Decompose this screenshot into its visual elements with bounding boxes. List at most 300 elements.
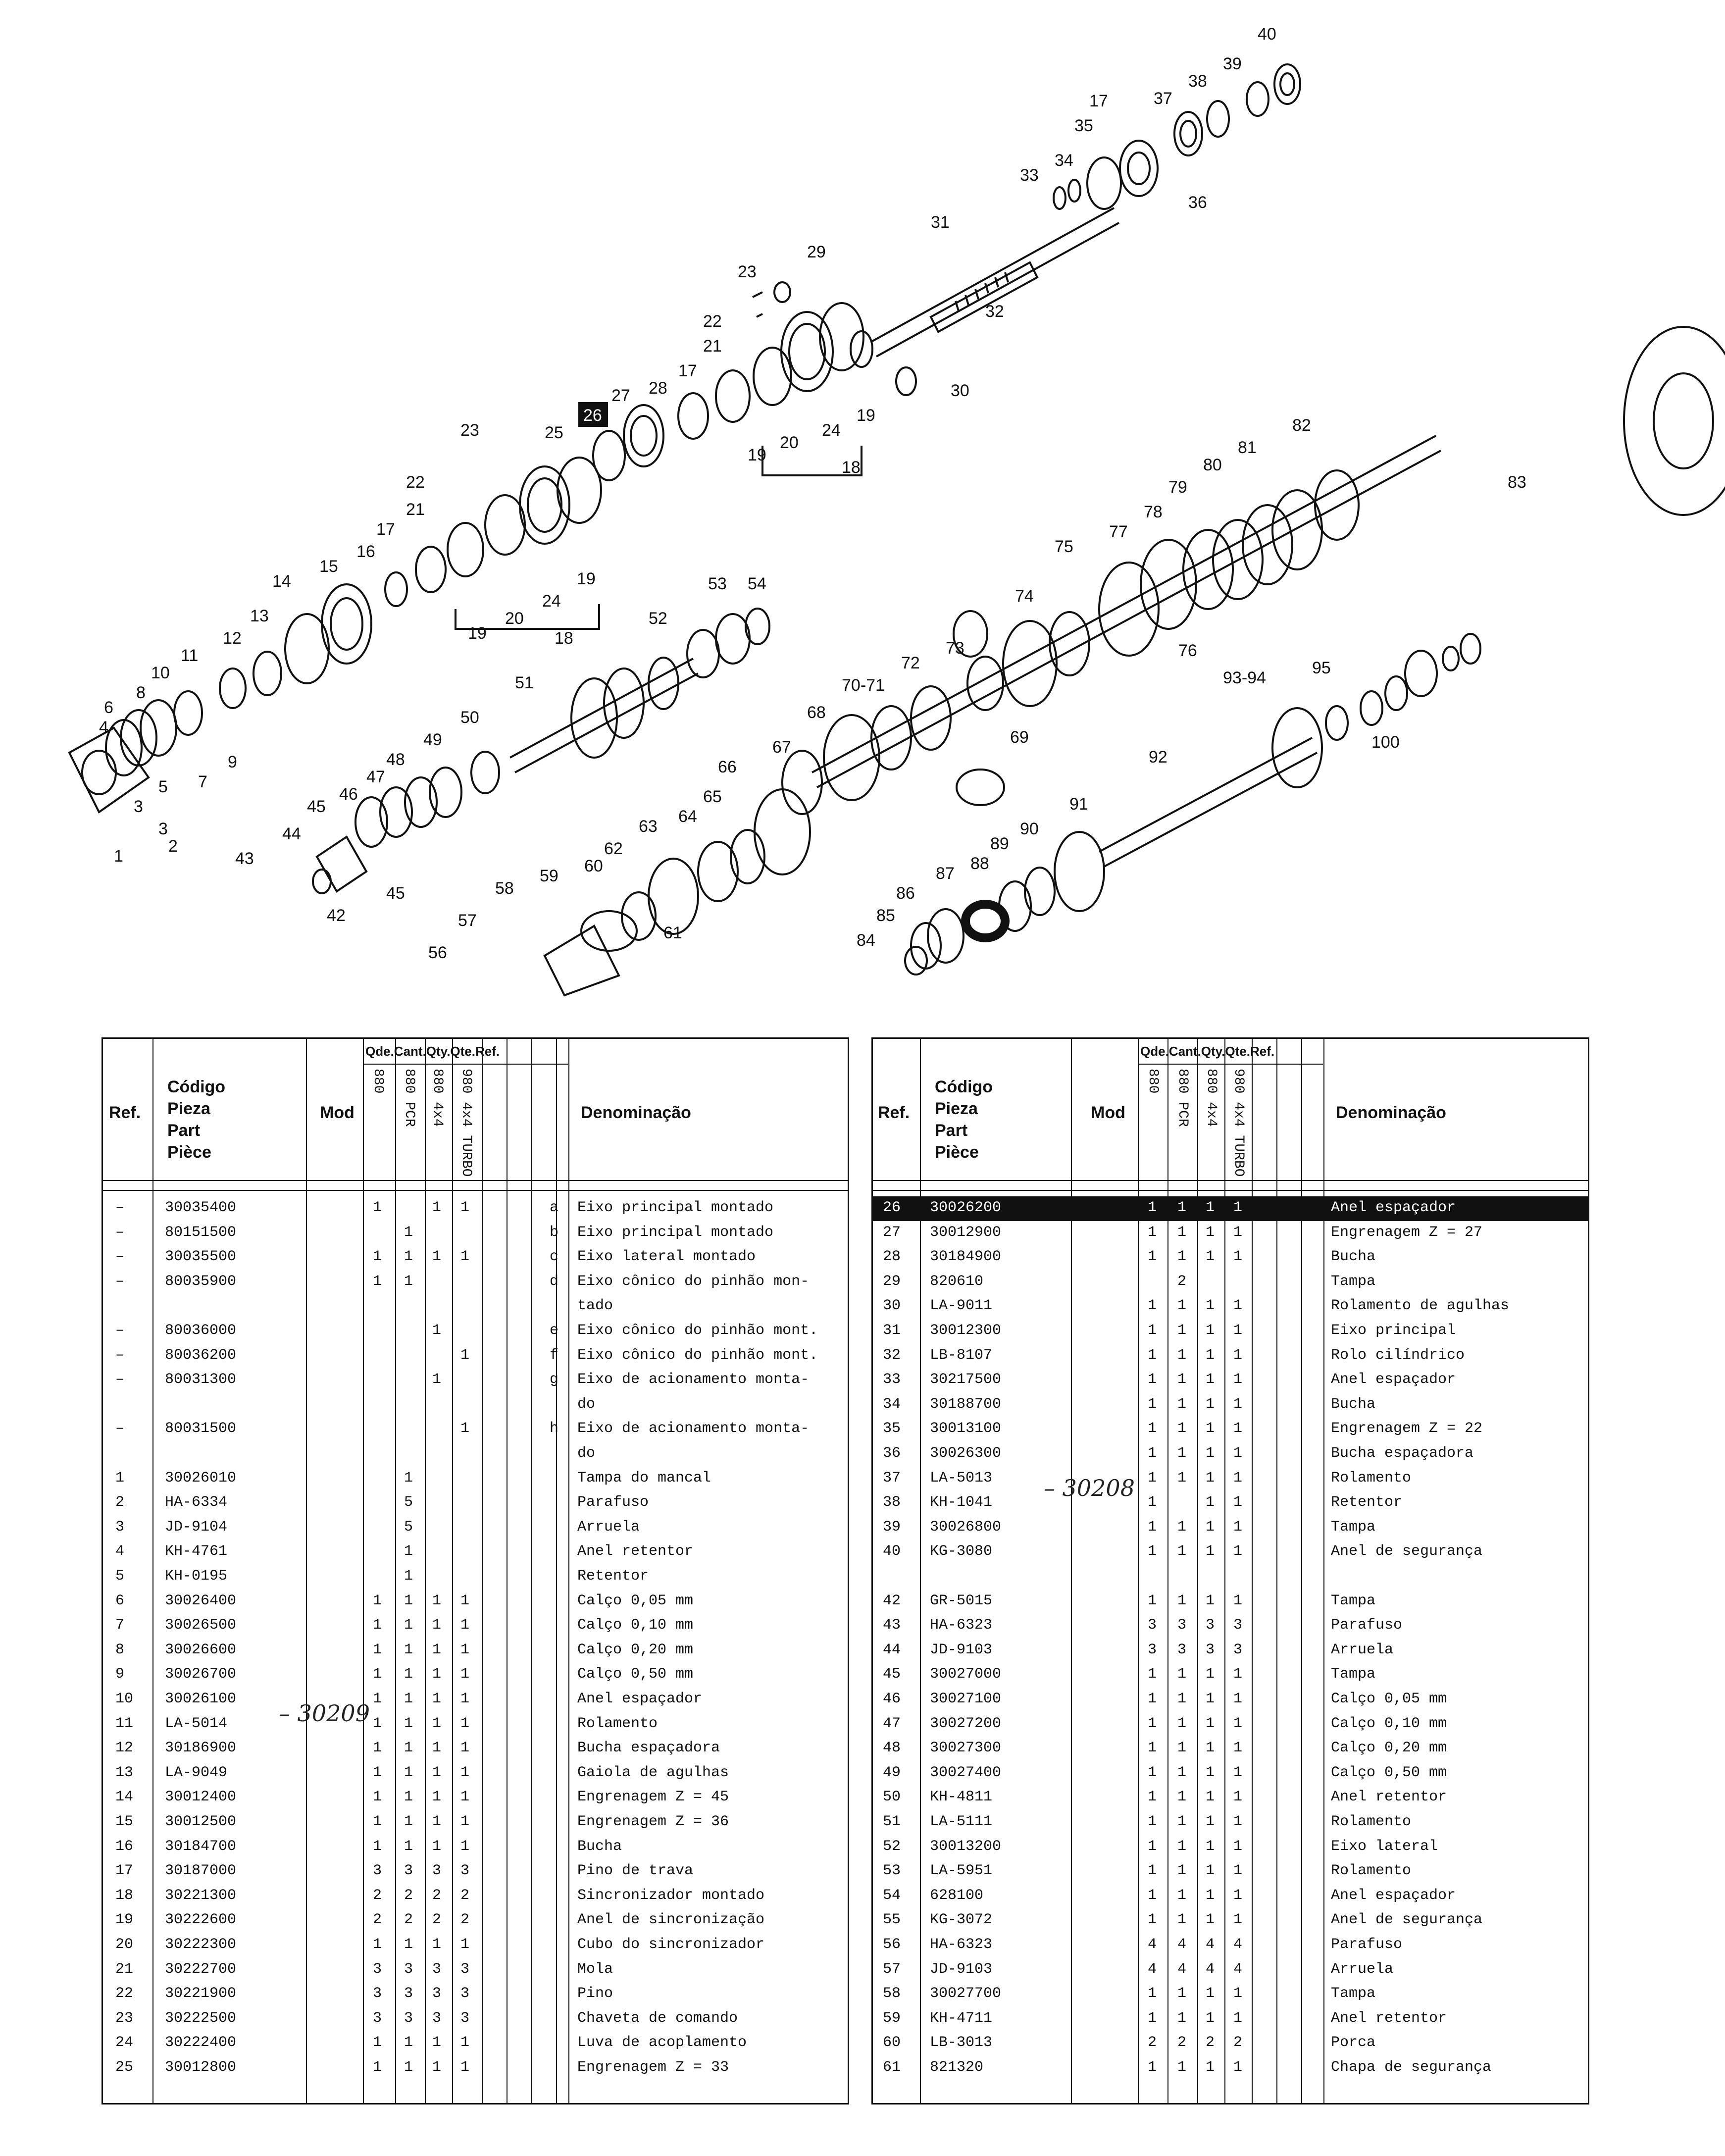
row-qty: 3 <box>404 1960 413 1978</box>
row-qty: 1 <box>1177 1297 1187 1315</box>
row-desc: Calço 0,05 mm <box>577 1592 694 1609</box>
callout-9: 9 <box>228 753 237 771</box>
row-qty: 1 <box>1206 1985 1215 2002</box>
row-code: JD-9104 <box>165 1518 228 1536</box>
row-qty: 1 <box>404 1469 413 1487</box>
row-qty: 1 <box>1148 1445 1157 1462</box>
row-qty: 1 <box>373 2059 382 2076</box>
row-desc: Rolamento <box>1331 1813 1412 1830</box>
row-qty: 1 <box>460 1617 470 1634</box>
row-letter: c <box>550 1248 559 1266</box>
row-qty: 4 <box>1177 1936 1187 1953</box>
row-code: KG-3072 <box>930 1911 993 1929</box>
row-qty: 1 <box>1177 1445 1187 1462</box>
callout-5: 5 <box>158 777 168 796</box>
row-qty: 1 <box>1177 1592 1187 1609</box>
row-qty: 1 <box>404 1715 413 1732</box>
header-denominacao: Denominação <box>581 1103 691 1122</box>
row-ref: 24 <box>115 2034 134 2052</box>
row-qty: 1 <box>373 1199 382 1216</box>
row-qty: 2 <box>1148 2034 1157 2052</box>
row-qty: 1 <box>1233 1224 1243 1241</box>
row-letter: a <box>550 1199 559 1216</box>
row-qty: 1 <box>1148 1248 1157 1266</box>
row-letter: e <box>550 1322 559 1339</box>
callout-20-top: 20 <box>780 433 799 452</box>
callout-57: 57 <box>458 911 477 930</box>
callout-84: 84 <box>857 931 875 950</box>
callout-26: 26 <box>583 406 602 425</box>
row-qty: 1 <box>1206 1420 1215 1437</box>
row-qty: 1 <box>373 1838 382 1855</box>
row-letter: b <box>550 1224 559 1241</box>
row-qty: 1 <box>460 1838 470 1855</box>
row-qty: 1 <box>1177 1715 1187 1732</box>
row-qty: 1 <box>1206 1322 1215 1339</box>
row-qty: 1 <box>460 1715 470 1732</box>
row-desc: Eixo principal montado <box>577 1199 774 1216</box>
row-code: 628100 <box>930 1887 984 1904</box>
callout-82: 82 <box>1292 416 1311 435</box>
row-qty: 1 <box>432 1764 442 1781</box>
row-qty: 1 <box>373 1592 382 1609</box>
row-qty: 1 <box>1148 1740 1157 1757</box>
row-qty: 2 <box>460 1887 470 1904</box>
row-desc: Anel espaçador <box>1331 1371 1456 1388</box>
table-row <box>103 2031 848 2056</box>
row-qty: 1 <box>1148 1691 1157 1707</box>
row-qty: 1 <box>1233 1666 1243 1683</box>
row-desc: Anel de sincronização <box>577 1911 765 1929</box>
row-qty: 1 <box>1177 2009 1187 2027</box>
handwritten-note-right: – 30208 <box>1044 1475 1135 1501</box>
row-qty: 1 <box>1233 1297 1243 1315</box>
row-qty: 3 <box>373 1960 382 1978</box>
row-qty: 1 <box>1148 1322 1157 1339</box>
row-qty: 3 <box>460 1960 470 1978</box>
callout-3: 3 <box>134 797 143 816</box>
row-ref: 37 <box>883 1469 901 1487</box>
row-qty: 1 <box>1206 1518 1215 1536</box>
row-qty: 1 <box>373 1248 382 1266</box>
callout-80: 80 <box>1203 456 1222 474</box>
row-ref: 43 <box>883 1617 901 1634</box>
row-code: 30221300 <box>165 1887 237 1904</box>
row-qty: 1 <box>404 2059 413 2076</box>
row-qty: 1 <box>1206 1691 1215 1707</box>
row-ref: 9 <box>115 1666 125 1683</box>
row-qty: 1 <box>432 1813 442 1830</box>
row-qty: 3 <box>404 1862 413 1880</box>
row-qty: 1 <box>1233 1346 1243 1364</box>
row-qty: 1 <box>1177 1224 1187 1241</box>
row-qty: 1 <box>1148 1469 1157 1487</box>
row-ref: 52 <box>883 1838 901 1855</box>
callout-54: 53 <box>708 574 727 593</box>
table-row <box>103 1344 848 1369</box>
row-letter: d <box>550 1273 559 1290</box>
exploded-view-diagram <box>0 0 1725 1010</box>
table-row <box>873 1786 1588 1810</box>
row-code: 30012500 <box>165 1813 237 1830</box>
row-qty: 1 <box>1233 1887 1243 1904</box>
row-qty: 1 <box>1177 1322 1187 1339</box>
row-code: 30026500 <box>165 1617 237 1634</box>
callout-22: 22 <box>406 473 425 492</box>
table-row <box>873 1491 1588 1516</box>
row-qty: 1 <box>1206 1395 1215 1413</box>
row-code: JD-9103 <box>930 1641 993 1658</box>
row-desc: Bucha espaçadora <box>577 1740 720 1757</box>
row-ref: – <box>115 1371 125 1388</box>
callout-2: 2 <box>168 837 178 856</box>
row-code: 80036000 <box>165 1322 237 1339</box>
parts-table-right <box>871 1037 1589 2105</box>
callout-42: 42 <box>327 906 346 925</box>
callout-18-top: 18 <box>842 458 861 477</box>
callout-92: 92 <box>1149 748 1167 767</box>
row-ref: 40 <box>883 1543 901 1560</box>
row-qty: 1 <box>1233 1911 1243 1929</box>
row-qty: 1 <box>1177 1764 1187 1781</box>
row-qty: 1 <box>1177 1789 1187 1806</box>
row-ref: 5 <box>115 1568 125 1585</box>
row-qty: 1 <box>404 1224 413 1241</box>
row-qty: 1 <box>404 1838 413 1855</box>
row-desc: Anel espaçador <box>1331 1887 1456 1904</box>
callout-21-top: 21 <box>703 337 722 356</box>
row-qty: 1 <box>1177 1666 1187 1683</box>
row-ref: 35 <box>883 1420 901 1437</box>
row-qty: 1 <box>1177 1469 1187 1487</box>
row-ref: 26 <box>883 1199 901 1216</box>
row-desc: Calço 0,20 mm <box>577 1641 694 1658</box>
row-qty: 1 <box>432 1371 442 1388</box>
row-ref: 11 <box>115 1715 134 1732</box>
row-code: 30026010 <box>165 1469 237 1487</box>
row-qty: 1 <box>1206 1715 1215 1732</box>
row-desc: Engrenagem Z = 36 <box>577 1813 729 1830</box>
row-desc: Eixo lateral <box>1331 1838 1438 1855</box>
row-code: 30035400 <box>165 1199 237 1216</box>
row-qty: 1 <box>1233 1740 1243 1757</box>
row-qty: 1 <box>1233 1764 1243 1781</box>
row-ref: – <box>115 1420 125 1437</box>
row-qty: 1 <box>460 2059 470 2076</box>
row-ref: 39 <box>883 1518 901 1536</box>
row-ref: 10 <box>115 1691 134 1707</box>
row-desc: Pino <box>577 1985 613 2002</box>
row-qty: 3 <box>460 2009 470 2027</box>
callout-25: 25 <box>545 423 563 442</box>
table-row <box>103 1688 848 1712</box>
callout-96: 100 <box>1371 733 1400 752</box>
row-code: 30221900 <box>165 1985 237 2002</box>
row-qty: 1 <box>432 1666 442 1683</box>
table-row <box>103 1442 848 1467</box>
row-code: LA-5014 <box>165 1715 228 1732</box>
row-qty: 2 <box>1233 2034 1243 2052</box>
row-ref: – <box>115 1346 125 1364</box>
row-code: LB-3013 <box>930 2034 993 2052</box>
row-code: HA-6334 <box>165 1494 228 1511</box>
row-qty: 1 <box>1148 1985 1157 2002</box>
row-ref: 48 <box>883 1740 901 1757</box>
row-qty: 2 <box>404 1887 413 1904</box>
row-ref: 4 <box>115 1543 125 1560</box>
row-ref: 25 <box>115 2059 134 2076</box>
row-code: 820610 <box>930 1273 984 1290</box>
row-qty: 1 <box>404 1617 413 1634</box>
row-ref: 8 <box>115 1641 125 1658</box>
row-letter: h <box>550 1420 559 1437</box>
row-qty: 1 <box>1148 1420 1157 1437</box>
table-row <box>103 1761 848 1786</box>
row-desc: Engrenagem Z = 45 <box>577 1789 729 1806</box>
row-qty: 3 <box>432 1960 442 1978</box>
row-qty: 1 <box>1233 1469 1243 1487</box>
row-code: 30013100 <box>930 1420 1002 1437</box>
callout-89: 89 <box>990 834 1009 853</box>
row-qty: 1 <box>373 1740 382 1757</box>
table-row <box>873 1835 1588 1860</box>
row-desc: Cubo do sincronizador <box>577 1936 765 1953</box>
callout-79: 79 <box>1168 478 1187 497</box>
row-desc: Eixo cônico do pinhão mon- <box>577 1273 810 1290</box>
sync-assembly-lower <box>69 458 601 812</box>
row-desc: Eixo cônico do pinhão mont. <box>577 1346 818 1364</box>
row-qty: 1 <box>1233 1248 1243 1266</box>
row-desc: Bucha <box>1331 1395 1376 1413</box>
callout-55: 54 <box>748 574 766 593</box>
table-row <box>103 1835 848 1860</box>
row-qty: 1 <box>404 1691 413 1707</box>
row-desc: Chapa de segurança <box>1331 2059 1492 2076</box>
callout-45: 45 <box>386 884 405 903</box>
row-qty: 1 <box>460 1641 470 1658</box>
row-qty: 1 <box>1206 1494 1215 1511</box>
row-desc: Calço 0,10 mm <box>577 1617 694 1634</box>
row-ref: 44 <box>883 1641 901 1658</box>
row-qty: 1 <box>432 1740 442 1757</box>
row-qty: 3 <box>1148 1617 1157 1634</box>
row-code: 30027200 <box>930 1715 1002 1732</box>
row-qty: 1 <box>1177 1887 1187 1904</box>
row-qty: 1 <box>460 1789 470 1806</box>
row-qty: 1 <box>1148 1592 1157 1609</box>
callout-48: 47 <box>366 768 385 786</box>
row-desc: Rolamento <box>577 1715 658 1732</box>
row-desc: Arruela <box>1331 1960 1394 1978</box>
callout-46: 45 <box>307 797 326 816</box>
row-desc: Bucha <box>577 1838 622 1855</box>
row-code: 80031300 <box>165 1371 237 1388</box>
row-ref: 51 <box>883 1813 901 1830</box>
row-ref: 2 <box>115 1494 125 1511</box>
row-desc: Sincronizador montado <box>577 1887 765 1904</box>
row-ref: 54 <box>883 1887 901 1904</box>
row-ref: 16 <box>115 1838 134 1855</box>
row-desc: Rolamento <box>1331 1862 1412 1880</box>
row-qty: 1 <box>373 1273 382 1290</box>
row-qty: 1 <box>1233 1592 1243 1609</box>
table-row <box>873 1810 1588 1835</box>
row-qty: 1 <box>1177 1248 1187 1266</box>
table-row <box>103 1933 848 1958</box>
row-qty: 4 <box>1206 1960 1215 1978</box>
table-row <box>103 1270 848 1295</box>
row-code: 30027700 <box>930 1985 1002 2002</box>
callout-38: 38 <box>1188 72 1207 91</box>
row-qty: 1 <box>432 1789 442 1806</box>
row-qty: 4 <box>1148 1960 1157 1978</box>
row-qty: 1 <box>404 1740 413 1757</box>
callout-30: 30 <box>951 381 969 400</box>
row-code: LA-9011 <box>930 1297 993 1315</box>
row-qty: 1 <box>373 1666 382 1683</box>
row-ref: 57 <box>883 1960 901 1978</box>
callout-27: 27 <box>611 386 630 405</box>
row-qty: 1 <box>1206 1592 1215 1609</box>
row-desc: Eixo principal <box>1331 1322 1456 1339</box>
row-qty: 1 <box>1233 1445 1243 1462</box>
row-qty: 1 <box>460 1346 470 1364</box>
row-qty: 1 <box>404 1789 413 1806</box>
row-ref: 46 <box>883 1691 901 1707</box>
row-qty: 1 <box>432 1617 442 1634</box>
row-desc: Porca <box>1331 2034 1376 2052</box>
row-desc: Gaiola de agulhas <box>577 1764 729 1781</box>
callout-19: 19 <box>577 569 596 588</box>
table-row <box>103 1565 848 1590</box>
row-ref: 12 <box>115 1740 134 1757</box>
callout-23: 23 <box>460 421 479 440</box>
row-qty: 1 <box>432 1199 442 1216</box>
row-desc: Anel espaçador <box>577 1691 703 1707</box>
row-desc: Anel retentor <box>1331 1789 1447 1806</box>
row-qty: 1 <box>1233 1715 1243 1732</box>
row-qty: 1 <box>1177 1346 1187 1364</box>
row-qty: 1 <box>404 1248 413 1266</box>
table-row <box>103 1540 848 1565</box>
row-qty: 1 <box>1206 1666 1215 1683</box>
row-qty: 2 <box>373 1911 382 1929</box>
table-row <box>103 1712 848 1737</box>
callout-49: 48 <box>386 750 405 769</box>
callout-44: 44 <box>282 824 301 843</box>
row-desc: Anel espaçador <box>1331 1199 1456 1216</box>
row-code: LB-8107 <box>930 1346 993 1364</box>
callout-64: 64 <box>678 807 697 826</box>
row-qty: 4 <box>1148 1936 1157 1953</box>
table-row <box>873 2031 1588 2056</box>
callout-95: 95 <box>1312 659 1331 677</box>
row-qty: 1 <box>373 1617 382 1634</box>
row-ref: 15 <box>115 1813 134 1830</box>
row-qty: 3 <box>373 1985 382 2002</box>
callout-59: 59 <box>540 867 558 885</box>
row-ref: 32 <box>883 1346 901 1364</box>
row-qty: 3 <box>1206 1617 1215 1634</box>
callout-90: 90 <box>1020 820 1039 838</box>
row-qty: 2 <box>460 1911 470 1929</box>
row-qty: 1 <box>1177 1199 1187 1216</box>
callout-93-94: 93-94 <box>1223 668 1266 687</box>
row-ref: 61 <box>883 2059 901 2076</box>
row-code: 30186900 <box>165 1740 237 1757</box>
callout-67: 67 <box>772 738 791 757</box>
row-code: LA-5013 <box>930 1469 993 1487</box>
row-ref: – <box>115 1224 125 1241</box>
row-code: KG-3080 <box>930 1543 993 1560</box>
row-qty: 1 <box>404 1273 413 1290</box>
callout-20: 20 <box>505 609 524 628</box>
row-ref: 55 <box>883 1911 901 1929</box>
callout-34: 34 <box>1055 151 1073 170</box>
row-code: GR-5015 <box>930 1592 993 1609</box>
row-qty: 1 <box>1177 1543 1187 1560</box>
callout-16: 16 <box>356 542 375 561</box>
table-row <box>103 1737 848 1761</box>
callout-72: 72 <box>901 654 920 672</box>
row-code: 30012400 <box>165 1789 237 1806</box>
row-qty: 3 <box>460 1862 470 1880</box>
row-ref: 36 <box>883 1445 901 1462</box>
callout-22-top: 22 <box>703 312 722 331</box>
callout-8: 8 <box>136 683 146 702</box>
row-code: KH-4711 <box>930 2009 993 2027</box>
callout-14: 14 <box>272 572 291 591</box>
row-code: LA-9049 <box>165 1764 228 1781</box>
callout-17: 17 <box>376 520 395 539</box>
table-row <box>873 1884 1588 1909</box>
row-code: 30035500 <box>165 1248 237 1266</box>
row-desc: Anel de segurança <box>1331 1911 1483 1929</box>
callout-91: 91 <box>1069 795 1088 814</box>
callout-35: 35 <box>1074 116 1093 135</box>
callout-17-top: 17 <box>1089 92 1108 110</box>
row-qty: 1 <box>1148 1543 1157 1560</box>
callout-37: 37 <box>1154 89 1172 108</box>
row-qty: 1 <box>1233 1494 1243 1511</box>
row-qty: 1 <box>373 1715 382 1732</box>
row-code: 30222400 <box>165 2034 237 2052</box>
row-desc: Calço 0,50 mm <box>577 1666 694 1683</box>
callout-87: 87 <box>936 864 955 883</box>
row-code: HA-6323 <box>930 1936 993 1953</box>
table-row <box>873 2007 1588 2032</box>
row-desc: Eixo lateral montado <box>577 1248 756 1266</box>
table-row <box>873 1565 1588 1590</box>
row-code: 30027000 <box>930 1666 1002 1683</box>
table-row <box>873 1614 1588 1639</box>
row-qty: 1 <box>404 1813 413 1830</box>
row-qty: 3 <box>404 1985 413 2002</box>
row-qty: 1 <box>1148 1297 1157 1315</box>
table-row <box>873 1516 1588 1540</box>
row-qty: 1 <box>460 2034 470 2052</box>
row-code: 80151500 <box>165 1224 237 1241</box>
table-row <box>103 1590 848 1614</box>
row-qty: 1 <box>1148 1813 1157 1830</box>
row-qty: 2 <box>1177 1273 1187 1290</box>
row-qty: 1 <box>373 1764 382 1781</box>
row-qty: 1 <box>1233 1789 1243 1806</box>
header-model-880-4x4: 880 4x4 <box>430 1069 445 1127</box>
table-row <box>873 2056 1588 2081</box>
row-qty: 2 <box>373 1887 382 1904</box>
row-code: 30187000 <box>165 1862 237 1880</box>
